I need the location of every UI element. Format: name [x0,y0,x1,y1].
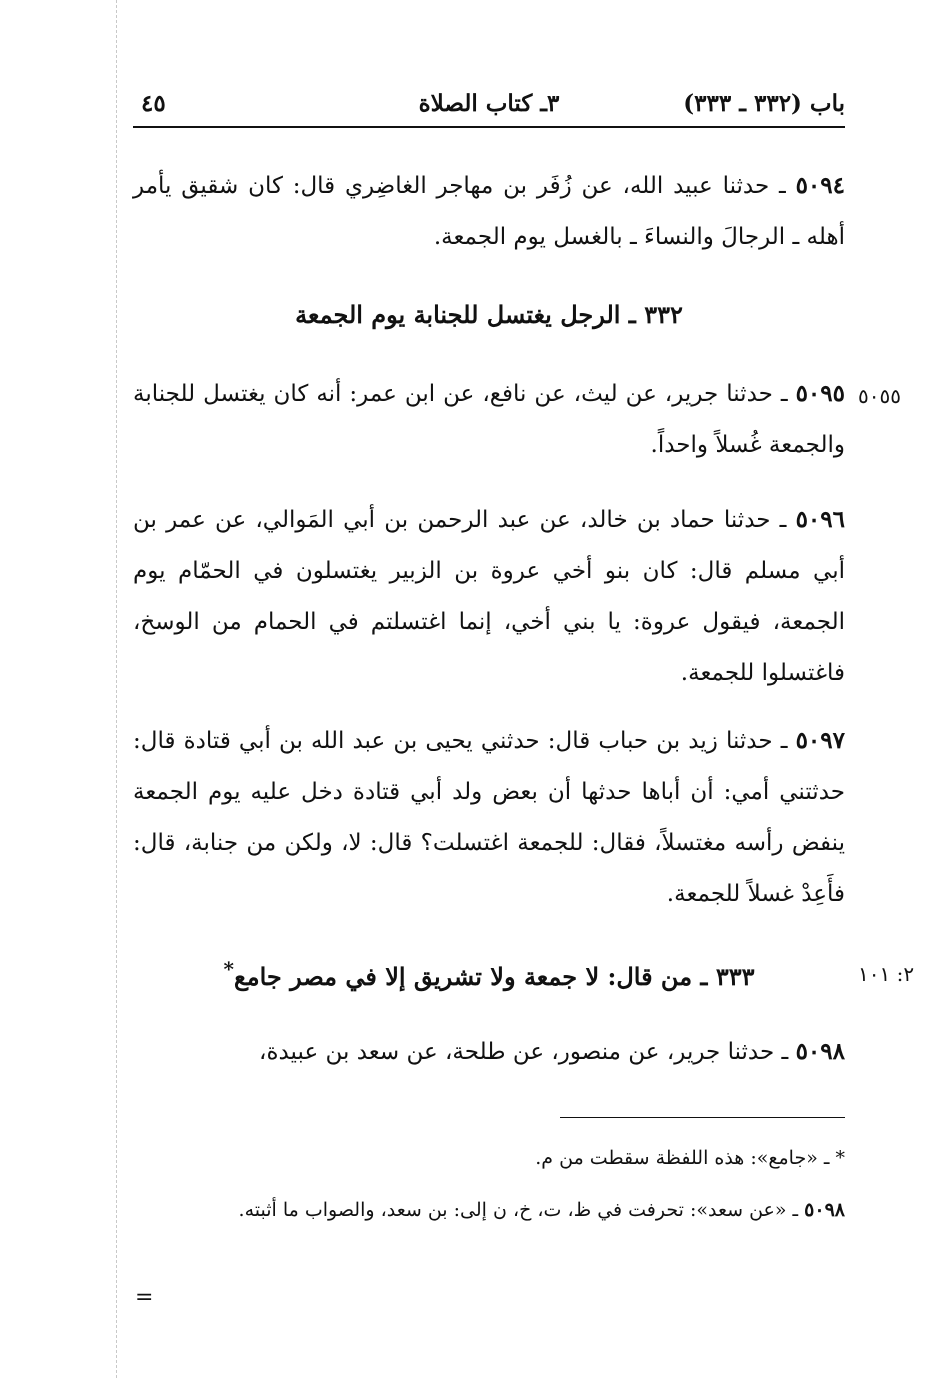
chapter-heading-333 [133,957,845,991]
hadith-number: ٥٠٩٥ [795,380,845,407]
margin-reference-2-101: ٢: ١٠١ [858,962,915,986]
footnote-marker: * [223,957,234,981]
chapter-heading-332: ٣٣٢ ـ الرجل يغتسل للجنابة يوم الجمعة [295,300,683,329]
hadith-text: ـ حدثنا زيد بن حباب قال: حدثني يحيى بن عبد الله بن أبي قتادة قال: حدثتني أمي: أن أباها حدثها أن بعض ولد أبي قتادة دخل عليه يوم الجمعة ينفض رأسه مغتسلاً، فقال: للجمعة اغتسلت؟ قال: لا، ولكن من جنابة، قال: فأَعِدْ غسلاً للجمعة. [133,728,845,907]
hadith-5098 [133,1026,845,1078]
hadith-number: ٥٠٩٤ [795,172,845,199]
chapter-range: باب (٣٣٢ ـ ٣٣٣) [683,90,845,117]
hadith-5094 [133,160,845,263]
heading-text: ٣٣٣ ـ من قال: لا جمعة ولا تشريق إلا في مصر جامع [233,962,755,991]
footnote-separator [560,1117,845,1118]
hadith-text: ـ حدثنا جرير، عن منصور، عن طلحة، عن سعد بن عبيدة، [259,1039,796,1065]
margin-guide-line [116,0,117,1378]
margin-reference-5055: ٥٠٥٥ [858,384,901,408]
hadith-5096 [133,494,845,699]
hadith-5097 [133,715,845,920]
hadith-number: ٥٠٩٨ [795,1038,845,1065]
page-number: ٤٥ [141,90,166,117]
hadith-5095 [133,368,845,471]
hadith-number: ٥٠٩٦ [795,506,845,533]
hadith-text: ـ حدثنا حماد بن خالد، عن عبد الرحمن بن أبي المَوالي، عن عمر بن أبي مسلم قال: كان بنو أخي عروة بن الزبير يغتسلون في الحمّام يوم الجمعة، فيقول عروة: يا بني أخي، إنما اغتسلتم في الحمام من الوسخ، فاغتسلوا للجمعة. [133,507,845,686]
hadith-text: ـ حدثنا عبيد الله، عن زُفَر بن مهاجر الغاضِري قال: كان شقيق يأمر أهله ـ الرجالَ والنساءَ ـ بالغسل يوم الجمعة. [133,173,845,250]
footnote-5098 [133,1186,845,1234]
header-rule [133,126,845,128]
footnote-star: * ـ «جامع»: هذه اللفظة سقطت من م. [535,1147,845,1169]
continuation-mark: = [135,1285,154,1310]
hadith-text: ـ حدثنا جرير، عن ليث، عن نافع، عن ابن عمر: أنه كان يغتسل للجنابة والجمعة غُسلاً واحداً. [133,381,845,458]
footnote-number: ٥٠٩٨ [804,1199,845,1221]
book-title: ٣ـ كتاب الصلاة [418,90,560,117]
footnote-text: ـ «عن سعد»: تحرفت في ظ، ت، خ، ن إلى: بن سعد، والصواب ما أثبته. [238,1199,805,1221]
running-header [133,84,845,124]
hadith-number: ٥٠٩٧ [795,727,845,754]
